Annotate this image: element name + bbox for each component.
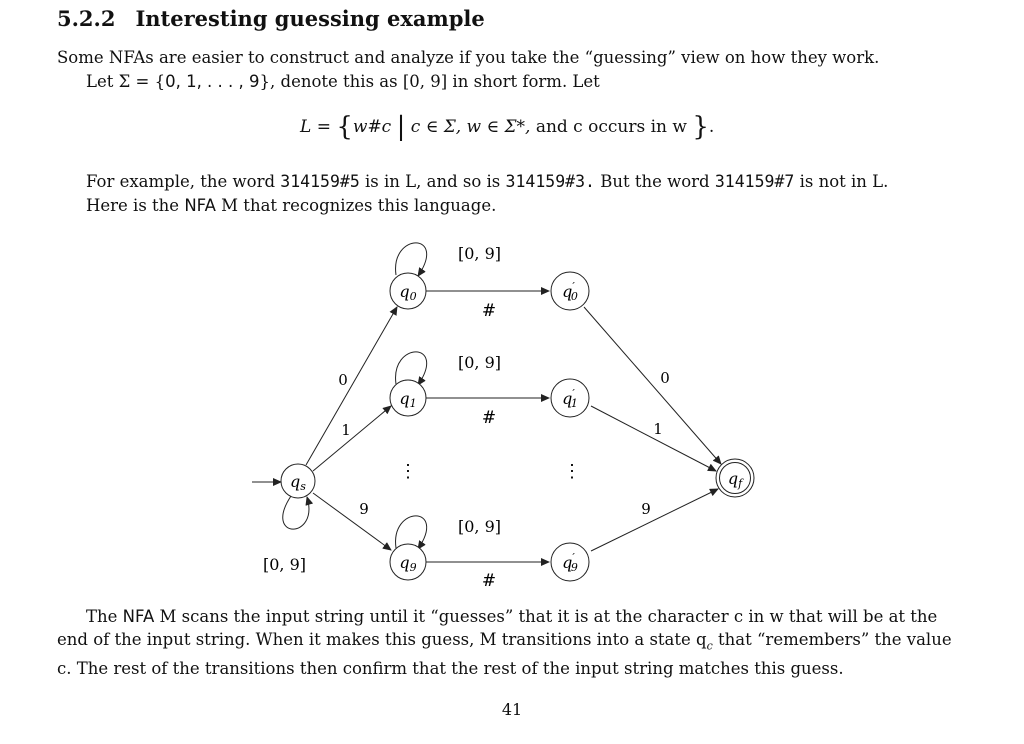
edge-label-1-right: 1 [653,420,663,438]
formula-and-clause: and c occurs in w [535,117,687,137]
edge-label-9-left: 9 [359,500,369,518]
conclusion-the: The [86,607,118,626]
edge-q1p-qf [591,406,716,471]
state-q1p-label: q′ 1 [562,387,578,410]
formula-lhs: L = [300,117,331,137]
state-q9p-label: q′ 9 [562,551,578,574]
ellipsis-right: ⋮ [563,461,581,482]
intro-let-sigma: Let Σ = { [86,72,166,91]
formula-open-brace: { [336,112,353,142]
state-q0p-label: q′ 0 [562,280,578,303]
ellipsis-left: ⋮ [399,461,417,482]
intro-line-1: Some NFAs are easier to construct and analyze if you take the “guessing” view on how they work. [57,48,880,67]
loop-q0 [396,243,427,276]
conclusion-paragraph [57,605,962,680]
edge-label-0-right: 0 [660,369,670,387]
state-q1-label: q1 [399,389,417,410]
state-qs-label: qs [290,472,306,493]
state-qf-label: qf [727,469,743,490]
edge-label-9-right: 9 [641,500,651,518]
formula-condition: c ∈ Σ, w ∈ Σ*, [410,117,531,137]
loop-q0-label: [0, 9] [458,244,502,263]
edge-q0p-qf [584,307,721,464]
hash-label-9: # [481,571,497,591]
example-text-1: For example, the word [86,172,276,191]
loop-qs [283,496,309,529]
intro-alphabet: 0, 1, . . . , 9 [165,72,260,91]
hash-label-1: # [481,408,497,428]
intro-short-form: }, denote this as [0, 9] in short form. Let [259,72,600,91]
example-nfa: NFA [184,196,216,215]
edge-q9p-qf [591,489,718,551]
conclusion-body: M scans the input string until it “guesses” that it is at the character c in w that will be at the end of the input string. When it makes this guess, M transitions into a state q [57,607,938,649]
example-here-is: Here is the [86,196,180,215]
conclusion-end: that “remembers” the value c. The rest of the transitions then confirm that the rest of the input string matches this guess. [57,630,952,679]
page-number: 41 [501,700,523,719]
hash-label-0: # [481,301,497,321]
section-number: 5.2.2 [57,6,116,31]
state-q0-label: q0 [399,282,417,303]
formula-bar: | [396,112,406,142]
example-text-3: But the word [600,172,710,191]
conclusion-subscript: c [706,639,713,653]
edge-label-0-left: 0 [338,371,348,389]
edge-qs-q0 [306,307,397,465]
example-word-1: 314159#5 [280,172,360,191]
formula-end: . [708,117,715,137]
edge-qs-q9 [313,493,391,550]
example-recognizes: M that recognizes this language. [221,196,497,215]
state-q9-label: q9 [399,553,417,574]
loop-q9-label: [0, 9] [458,517,502,536]
loop-qs-label: [0, 9] [263,555,307,574]
example-word-2: 314159#3. [505,172,595,191]
formula-word: w#c [352,117,392,137]
section-title: Interesting guessing example [135,6,485,31]
edge-label-1-left: 1 [341,421,351,439]
example-word-3: 314159#7 [714,172,795,191]
loop-q1-label: [0, 9] [458,353,502,372]
example-text-2: is in L, and so is [365,172,501,191]
example-text-4: is not in L. [799,172,889,191]
formula-close-brace: } [692,112,709,142]
edge-qs-q1 [313,406,391,471]
conclusion-nfa: NFA [122,607,155,626]
